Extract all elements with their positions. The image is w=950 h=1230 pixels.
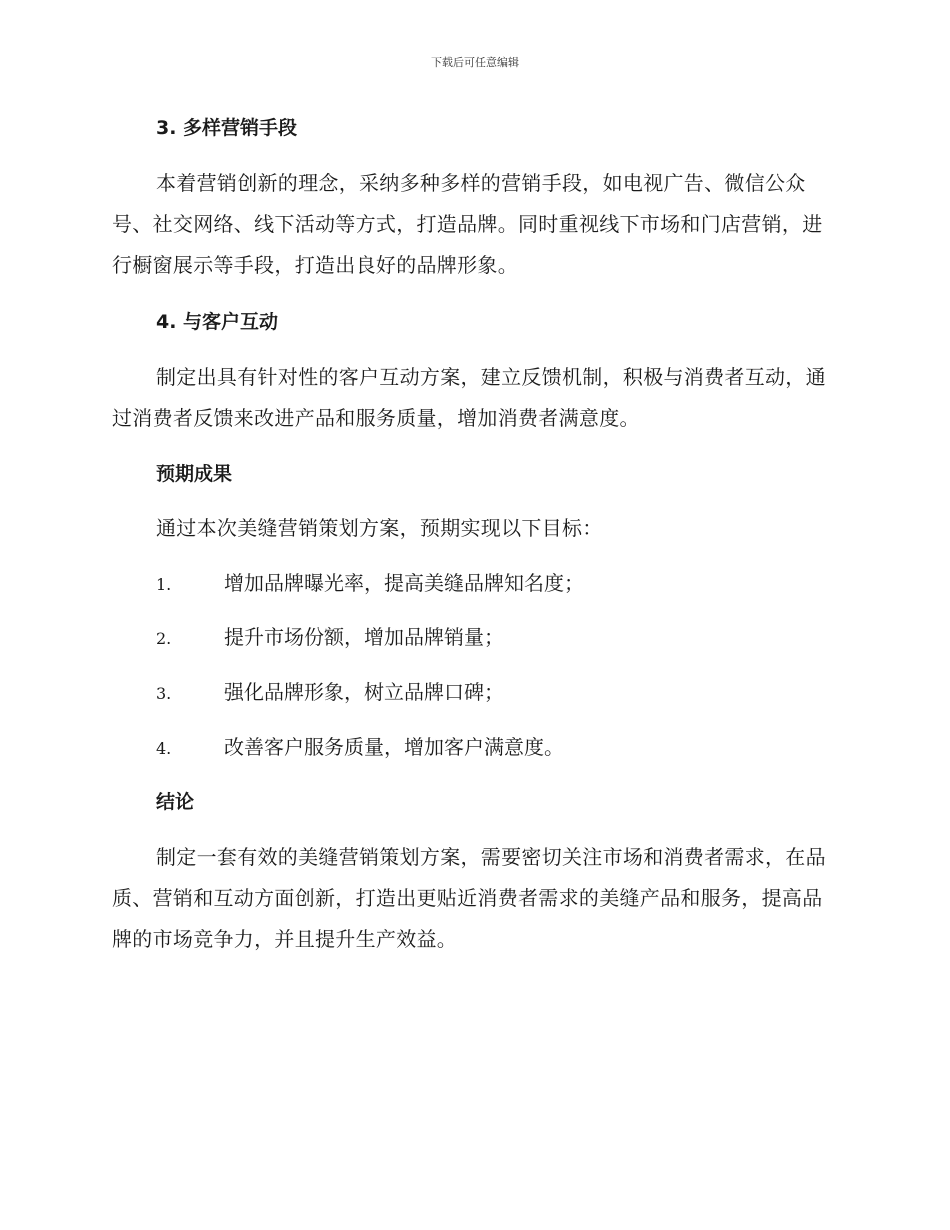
results-heading: 预期成果 [156, 463, 233, 485]
conclusion-paragraph: 制定一套有效的美缝营销策划方案，需要密切关注市场和消费者需求，在品质、营销和互动方面创新，打造出更贴近消费者需求的美缝产品和服务，提高品牌的市场竞争力，并且提升生产效益。 [112, 845, 826, 951]
conclusion-heading: 结论 [156, 791, 195, 813]
list-item-text: 增加品牌曝光率，提高美缝品牌知名度； [224, 571, 584, 595]
results-intro: 通过本次美缝营销策划方案，预期实现以下目标： [156, 516, 603, 540]
section-paragraph-3: 本着营销创新的理念，采纳多种多样的营销手段，如电视广告、微信公众号、社交网络、线下活动等方式，打造品牌。同时重视线下市场和门店营销，进行橱窗展示等手段，打造出良好的品牌形象。 [112, 171, 823, 277]
list-item-number: 1. [156, 575, 172, 594]
list-item [156, 623, 504, 653]
list-item-text: 提升市场份额，增加品牌销量； [224, 625, 504, 649]
list-item-number: 4. [156, 739, 172, 758]
list-item [156, 733, 564, 763]
section-heading-3: 3. 多样营销手段 [156, 117, 298, 139]
list-item-number: 3. [156, 684, 172, 703]
list-item-number: 2. [156, 629, 172, 648]
list-item [156, 678, 504, 708]
list-item-text: 强化品牌形象，树立品牌口碑； [224, 680, 504, 704]
section-paragraph-4: 制定出具有针对性的客户互动方案，建立反馈机制，积极与消费者互动，通过消费者反馈来改进产品和服务质量，增加消费者满意度。 [112, 365, 826, 430]
list-item [156, 569, 584, 599]
section-heading-4: 4. 与客户互动 [156, 311, 279, 333]
page-header-note: 下载后可任意编辑 [431, 56, 519, 69]
list-item-text: 改善客户服务质量，增加客户满意度。 [224, 735, 564, 759]
